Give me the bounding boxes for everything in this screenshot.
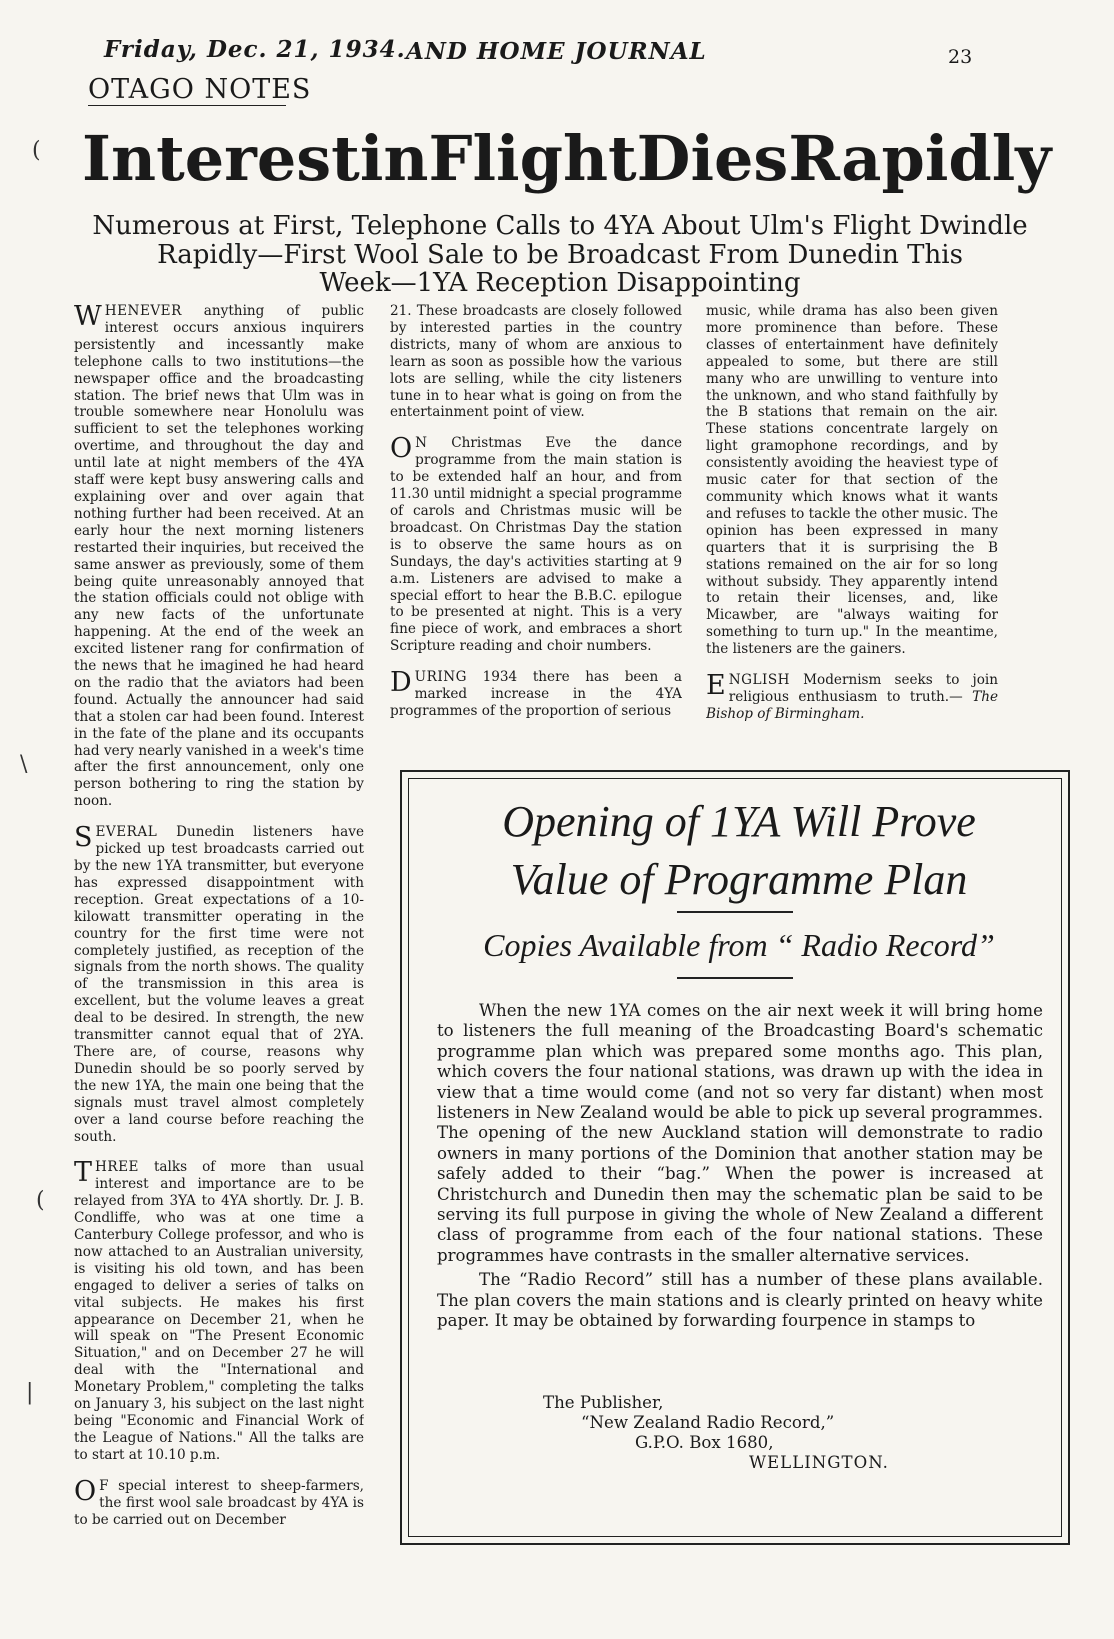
article-paragraph bbox=[74, 1475, 364, 1529]
article-paragraph bbox=[74, 824, 364, 1145]
drop-cap: E bbox=[706, 670, 726, 702]
paragraph-text: music, while drama has also been given more prominence than before. These classes of entertainment have definitely appealed to some, but there are still many who are unwilling to venture into the unknown, and who stand faithfully by the B stations that remain on the air. These stations concentrate largely on light gramophone recordings, and by consistently avoiding the heaviest type of music cater for that section of the community which knows what it wants and refuses to tackle the other music. The opinion has been expressed in many quarters that it is surprising the B stations remained on the air for so long without subsidy. They apparently intend to retain their licenses, and, like Micawber, are "always waiting for something to turn up." In the meantime, the listeners are the gainers. bbox=[706, 303, 998, 658]
article-paragraph bbox=[390, 435, 682, 655]
header-date: Friday, Dec. 21, 1934. bbox=[104, 36, 406, 63]
title-rule bbox=[677, 911, 793, 913]
section-underline bbox=[88, 105, 286, 106]
drop-cap: O bbox=[74, 1475, 97, 1507]
announcement-subtitle: Copies Available from “ Radio Record” bbox=[483, 927, 995, 963]
lead-caps: HREE bbox=[95, 1159, 139, 1176]
drop-cap: S bbox=[74, 822, 93, 854]
header-publication: AND HOME JOURNAL bbox=[406, 38, 707, 65]
article-paragraph bbox=[706, 303, 998, 658]
article-column-3 bbox=[706, 303, 998, 753]
address-line: The Publisher, bbox=[543, 1393, 664, 1412]
paragraph-text: talks of more than usual interest and importance are to be relayed from 3YA to 4YA shortly. Dr. J. B. Condliffe, who was at one time a Canterbury College professor, and who is now attached to an Australian university, is visiting his old town, and has been engaged to deliver a series of talks on vital subjects. He makes his first appearance on December 21, when he will speak on "The Present Economic Situation," and on December 27 he will deal with the "International and Monetary Problem," completing the talks on January 3, his subject on the last night being "Economic and Financial Work of the League of Nations." All the talks are to start at 10.10 p.m. bbox=[74, 1159, 364, 1463]
announcement-body bbox=[437, 1001, 1043, 1336]
address-line: WELLINGTON. bbox=[749, 1453, 889, 1472]
drop-cap: W bbox=[74, 303, 102, 332]
announcement-title-line: Opening of 1YA Will Prove bbox=[502, 797, 976, 846]
drop-cap: D bbox=[390, 667, 412, 699]
lead-caps: EVERAL bbox=[95, 824, 158, 841]
quote-paragraph bbox=[706, 672, 998, 723]
deck bbox=[80, 212, 1040, 298]
announcement-paragraph: When the new 1YA comes on the air next week it will bring home to listeners the full meaning of the Broadcasting Board's schematic programme plan which was prepared some months ago. This plan, which covers the four national stations, was drawn up with the idea in view that a time would come (and not so very far distant) when most listeners in New Zealand would be able to pick up several programmes. The opening of the new Auckland station will demonstrate to radio owners in many portions of the Dominion that another station may be safely added to their “bag.” When the power is increased at Christchurch and Dunedin then may the schematic plan be said to be serving its full purpose in giving the whole of New Zealand a different class of programme from each of the four national stations. These programmes have contrasts in the smaller alternative services. bbox=[437, 1001, 1043, 1265]
drop-cap: O bbox=[390, 433, 413, 465]
margin-mark: | bbox=[26, 1380, 34, 1405]
article-paragraph bbox=[390, 669, 682, 720]
paragraph-text: Dunedin listeners have picked up test broadcasts carried out by the new 1YA transmitter, but everyone has expressed disappointment with reception. Great expectations of a 10-kilowatt transmitter operating in the country for the first time were not completely justified, as reception of the signals from the north shows. The quality of the transmission in this area is excellent, but the volume leaves a great deal to be desired. In strength, the new transmitter cannot equal that of 2YA. There are, of course, reasons why Dunedin should be so poorly served by the new 1YA, the main one being that the signals must travel almost completely over a land course before reaching the south. bbox=[74, 824, 364, 1145]
headline-word: Interest bbox=[82, 122, 360, 195]
lead-caps: URING bbox=[414, 669, 467, 686]
deck-line: Week—1YA Reception Disappointing bbox=[319, 268, 801, 299]
section-title: OTAGO NOTES bbox=[88, 74, 312, 105]
paragraph-text: 21. These broadcasts are closely followed by interested parties in the country districts, many of whom are anxious to learn as soon as possible how the various lots are selling, while the city listeners tune in to hear what is going on from the entertainment point of view. bbox=[390, 303, 682, 421]
article-paragraph bbox=[74, 1159, 364, 1463]
announcement-box bbox=[400, 770, 1070, 1545]
announcement-paragraph: The “Radio Record” still has a number of these plans available. The plan covers the main stations and is clearly printed on heavy white paper. It may be obtained by forwarding fourpence in stamps to bbox=[437, 1270, 1043, 1331]
announcement-box-inner-border bbox=[408, 778, 1062, 1537]
lead-caps: NGLISH bbox=[728, 672, 791, 689]
announcement-title bbox=[419, 793, 1059, 909]
drop-cap: T bbox=[74, 1157, 93, 1189]
headline-word: Flight bbox=[428, 122, 637, 195]
lead-caps: F bbox=[99, 1477, 110, 1494]
margin-mark: \ bbox=[20, 752, 28, 777]
lead-caps: HENEVER bbox=[104, 303, 182, 319]
quote-attribution: The Bishop of Birmingham. bbox=[706, 688, 998, 722]
article-paragraph bbox=[74, 303, 364, 810]
address-line: “New Zealand Radio Record,” bbox=[581, 1413, 835, 1432]
headline bbox=[82, 122, 1052, 195]
quote-text: Modernism seeks to join religious enthusiasm to truth.— bbox=[728, 672, 998, 705]
paragraph-text: Christmas Eve the dance programme from the main station is to be extended half an hour, and from 11.30 until midnight a special programme of carols and Christmas music will be broadcast. On Christmas Day the station is to observe the same hours as on Sundays, the day's activities starting at 9 a.m. Listeners are advised to make a special effort to hear the B.B.C. epilogue to be presented at night. This is a very fine piece of work, and embraces a short Scripture reading and choir numbers. bbox=[390, 435, 682, 655]
deck-line: Numerous at First, Telephone Calls to 4YA About Ulm's Flight Dwindle bbox=[92, 211, 1028, 241]
deck-line: Rapidly—First Wool Sale to be Broadcast From Dunedin This bbox=[157, 239, 963, 270]
margin-mark: ( bbox=[32, 138, 41, 163]
paragraph-text: 1934 there has been a marked increase in the 4YA programmes of the proportion of serious bbox=[390, 669, 682, 719]
article-column-2 bbox=[390, 303, 682, 753]
headline-word: Rapidly bbox=[788, 122, 1052, 195]
article-paragraph bbox=[390, 303, 682, 421]
margin-mark: ( bbox=[36, 1188, 45, 1213]
headline-word: Dies bbox=[636, 122, 789, 195]
headline-word: in bbox=[359, 122, 429, 195]
address-line: G.P.O. Box 1680, bbox=[635, 1433, 774, 1452]
lead-caps: N bbox=[415, 435, 428, 452]
subtitle-rule bbox=[677, 977, 793, 979]
paragraph-text: anything of public interest occurs anxious inquirers persistently and incessantly make telephone calls to two institutions—the newspaper office and the broadcasting station. The brief news that Ulm was in trouble somewhere near Honolulu was sufficient to set the telephones working overtime, and throughout the day and until late at night members of the 4YA staff were kept busy answering calls and explaining over and over again that nothing further had been received. At an early hour the next morning listeners restarted their inquiries, but received the same answer as previously, some of them being quite unreasonably annoyed that the station officials could not oblige with any new facts of the unfortunate happening. At the end of the week an excited listener rang for confirmation of the news that he imagined he had heard on the radio that the aviators had been found. Actually the announcer had said that a stolen car had been found. Interest in the fate of the plane and its occupants had very nearly vanished in a week's time after the first announcement, only one person bothering to ring the station by noon. bbox=[74, 303, 364, 810]
announcement-title-line: Value of Programme Plan bbox=[510, 855, 968, 904]
page-number: 23 bbox=[948, 46, 973, 68]
article-column-1 bbox=[74, 303, 364, 1618]
paragraph-text: special interest to sheep-farmers, the first wool sale broadcast by 4YA is to be carried out on December bbox=[74, 1477, 364, 1528]
